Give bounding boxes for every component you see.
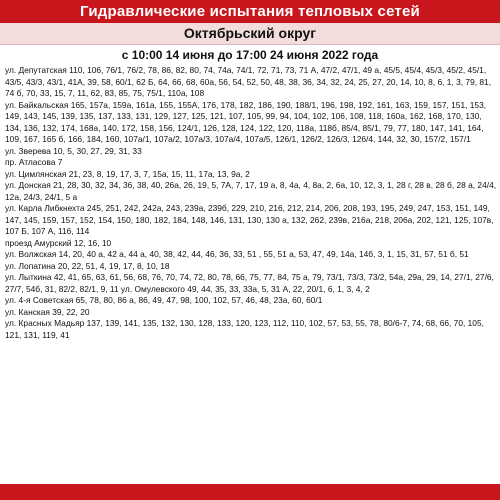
street-entry-lopatina: ул. Лопатина 20, 22, 51, 4, 19, 17, 8, 10, 18 (5, 260, 170, 271)
street-entry-amurskiy: проезд Амурский 12, 16, 10 (5, 237, 112, 248)
street-entry-karla-libknekhta: ул. Карла Либкнехта 245, 251, 242, 242а, 243, 239а, 239б, 229, 210, 216, 212, 214, 206, 208, 193, 195, 249, 247, 153, 151, 149, 147, 145, 159, 157, 152, 154, 150, 180, 182, 184, 148, 146, 131, 130, 130 а, 132, 262, 239в, 216а, 218, 206а, 202, 121, 125, 107в, 107 Б, 107 А, 116, 114 (5, 203, 494, 236)
street-entry-donskaya: ул. Донская 21, 28, 30, 32, 34, 36, 38, 40, 26а, 26, 19, 5, 7А, 7, 17, 19 а, 8, 4а, 4, 8а, 2, 6а, 10, 12, 3, 1, 28 г, 28 в, 28 б, 28 а, 24/4, 12а, 24/3, 24/1, 5 а (5, 180, 497, 202)
street-entry-zvereva: ул. Зверева 10, 5, 30, 27, 29, 31, 33 (5, 145, 142, 156)
street-entry-4-sovetskaya: ул. 4-я Советская 65, 78, 80, 86 а, 86, 49, 47, 98, 100, 102, 57, 46, 48, 23а, 60, 60/1 (5, 295, 323, 305)
street-entry-tsimlyanskaya: ул. Цимлянская 21, 23, 8, 19, 17, 3, 7, 15а, 15, 11, 17а, 13, 9а, 2 (5, 168, 250, 179)
footer-band (0, 484, 500, 500)
street-entry-kanskaya: ул. Канская 39, 22, 20 (5, 306, 90, 317)
street-entry-atlasova: пр. Атласова 7 (5, 157, 63, 167)
street-entry-baikalskaya: ул. Байкальская 165, 157а, 159а, 161а, 155, 155А, 176, 178, 182, 186, 190, 188/1, 196, 198, 192, 161, 163, 159, 157, 151, 153, 149, 143, 145, 139, 135, 137, 133, 131, 129, 127, 125, 121, 107, 105, 99, 94, 104, 102, 106, 108, 118, 160а, 162, 168, 170, 130, 134, 136, 132, 174, 168а, 140, 172, 158, 156, 124/1, 126, 128, 124, 122, 120, 118а, 118б, 85/4, 85/1, 79, 77, 180, 147, 141, 164, 109, 167, 165 б, 166, 184, 160, 107а/1, 107а/2, 107а/3, 107а/4, 107а/5, 126/1, 126/2, 126/3, 126/4, 144, 32, 30, 157/2, 157/1 (5, 99, 487, 144)
street-list (5, 65, 497, 482)
street-entry-krasnykh-madyar: ул. Красных Мадьяр 137, 139, 141, 135, 132, 130, 128, 133, 120, 123, 112, 110, 102, 57, 53, 55, 78, 80/6-7, 74, 68, 66, 70, 105, 121, 131, 119, 41 (5, 318, 484, 340)
street-entry-deputatskaya: ул. Депутатская 110, 106, 76/1, 76/2, 78, 86, 82, 80, 74, 74а, 74/1, 72, 71, 73, 71 А, 47/2, 47/1, 49 а, 45/5, 45/4, 45/3, 45/2, 45/1, 43/5, 43/3, 43/1, 41А, 39, 58, 60/1, 62 Б, 64, 66, 68, 60а, 56, 54, 52, 50, 48, 38, 36, 34, 32, 24, 25, 27, 20, 14, 10, 8, 6, 1, 3, 79, 81, 74 б, 70, 33, 15, 7, 11, 62, 83, 85, 75, 75/1, 110а, 108 (5, 65, 492, 98)
test-period: с 10:00 14 июня до 17:00 24 июня 2022 года (121, 48, 379, 62)
street-entry-lytkina-omulevskogo: ул. Лыткина 42, 41, 65, 63, 61, 56, 68, 76, 70, 74, 72, 80, 78, 66, 75, 77, 84, 75 а, 79, 73/1, 73/3, 73/2, 54а, 29а, 29, 14, 27/1, 27/6, 27/7, 54б, 31, 82/2, 82/1, 9, 11 ул. Омулевского 49, 44, 35, 33, 33а, 5, 31 А, 22, 20/1, 6, 1, 3, 4, 2 (5, 272, 494, 294)
district-heading: Октябрьский округ (0, 23, 500, 45)
street-entry-volzhskaya: ул. Волжская 14, 20, 40 а, 42 а, 44 а, 40, 38, 42, 44, 46, 36, 33, 51 , 55, 51 а, 53, 47, 49, 14а, 14б, 3, 1, 15, 31, 57, 51 б, 51 (5, 249, 469, 259)
page-title: Гидравлические испытания тепловых сетей (0, 0, 500, 23)
